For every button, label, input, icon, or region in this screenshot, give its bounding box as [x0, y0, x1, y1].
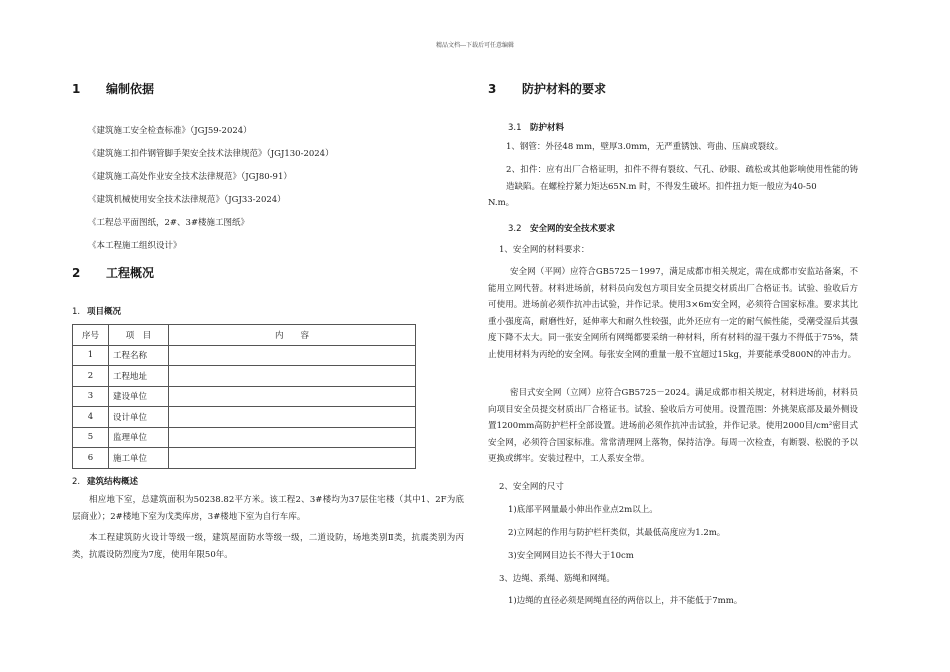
table-cell	[169, 345, 416, 366]
rope-heading: 3、边绳、系绳、筋绳和网绳。	[499, 574, 615, 584]
reference-item: 《建筑施工安全检查标准》（JGJ59-2024）	[88, 126, 252, 136]
table-cell: 施工单位	[109, 448, 169, 469]
reference-item: 《工程总平面图纸，2#、3#楼施工图纸》	[88, 218, 250, 228]
subsection-number: 2.	[72, 477, 81, 487]
table-cell	[169, 386, 416, 407]
table-row	[73, 448, 416, 469]
flat-net-paragraph: 安全网（平网）应符合GB5725－1997，满足成都市相关规定，需在成都市安监站备案，不能用立网代替。材料进场前，材料员向发包方项目安全员提交材质出厂合格证书。试验、验收后方可使用。进场前必须作抗冲击试验，并作记录。使用3×6m安全网，必须符合国家标准。要求其比重小强度高，耐磨性好，延伸率大和耐久性较强，此外还应有一定的耐气候性能，受潮受湿后其强度下降不太大。同一张安全网所有网绳都要采纳一种材料，所有材料的湿干强力不得低于75%，禁止使用材料为丙纶的安全网。每张安全网的重量一般不宜超过15kg，并要能承受800N的冲击力。	[488, 267, 858, 360]
table-row	[73, 407, 416, 428]
table-row	[73, 345, 416, 366]
fastener-paragraph-end: N.m。	[488, 198, 515, 208]
subsection-title: 安全网的安全技术要求	[530, 224, 616, 234]
section-1-heading	[72, 80, 154, 97]
table-cell	[169, 366, 416, 387]
steel-pipe-paragraph: 1、钢管：外径48 mm，壁厚3.0mm，无严重锈蚀、弯曲、压扁或裂纹。	[506, 142, 784, 152]
reference-item: 《建筑施工高处作业安全技术法律规范》（JGJ80-91）	[88, 172, 292, 182]
subsection-number: 3.1	[508, 123, 522, 133]
subsection-title: 项目概况	[87, 307, 122, 317]
dense-net-paragraph: 密目式安全网（立网）应符合GB5725－2024。满足成都市相关规定，材料进场前，材料员向项目安全员提交材质出厂合格证书。试验、验收后方可使用。设置范围：外挑架底部及最外侧设置1200mm高防护栏杆全部设置。进场前必须作抗冲击试验，并作记录。使用2000目/cm²密目式安全网，必须符合国家标准。常常清理网上落物，保持洁净。每周一次检查，有断裂、松脱的予以更换或绑牢。安装过程中，工人系安全带。	[488, 388, 858, 464]
table-header-cell: 项 目	[109, 325, 169, 346]
table-header-row	[73, 325, 416, 346]
section-2-title: 工程概况	[106, 266, 155, 280]
subsection-number: 1.	[72, 307, 81, 317]
table-row	[73, 386, 416, 407]
section-3-title: 防护材料的要求	[522, 82, 607, 96]
reference-item: 《本工程施工组织设计》	[88, 241, 182, 251]
table-cell: 工程地址	[109, 366, 169, 387]
table-header-cell: 内 容	[169, 325, 416, 346]
subsection-title: 防护材料	[530, 123, 565, 133]
table-cell: 设计单位	[109, 407, 169, 428]
table-cell: 6	[73, 448, 109, 469]
subsection-project-overview	[72, 305, 121, 317]
table-cell	[169, 427, 416, 448]
structure-paragraph-1: 相应地下室，总建筑面积为50238.82平方米。该工程2、3#楼均为37层住宅楼（其中1、2F为底层商业）；2#楼地下室为戊类库房，3#楼地下室为自行车库。	[72, 495, 464, 522]
rope-item: 1)边绳的直径必须是网绳直径的两倍以上，并不能低于7mm。	[508, 596, 743, 606]
net-size-item: 1)底部平网量最小伸出作业点2m以上。	[508, 505, 658, 515]
subsection-structure-overview	[72, 475, 138, 487]
table-row	[73, 427, 416, 448]
section-2-heading	[72, 264, 154, 281]
net-material-heading: 1、安全网的材料要求：	[499, 245, 590, 255]
table-cell: 工程名称	[109, 345, 169, 366]
section-1-number: 1	[72, 82, 81, 96]
subsection-safety-net	[508, 222, 615, 234]
subsection-title: 建筑结构概述	[87, 477, 139, 487]
table-cell: 1	[73, 345, 109, 366]
net-size-item: 2)立网起的作用与防护栏杆类似，其最低高度应为1.2m。	[508, 528, 726, 538]
section-1-title: 编制依据	[106, 82, 155, 96]
reference-item: 《建筑机械使用安全技术法律规范》（JGJ33-2024）	[88, 195, 286, 205]
table-cell	[169, 407, 416, 428]
structure-paragraph-2: 本工程建筑防火设计等级一级，建筑屋面防水等级一级，二道设防，场地类别Ⅱ类，抗震类别为丙类，抗震设防烈度为7度，使用年限50年。	[72, 533, 464, 560]
table-cell: 2	[73, 366, 109, 387]
table-row	[73, 366, 416, 387]
subsection-number: 3.2	[508, 224, 522, 234]
reference-item: 《建筑施工扣件钢管脚手架安全技术法律规范》（JGJ130-2024）	[88, 149, 334, 159]
table-cell: 3	[73, 386, 109, 407]
section-3-number: 3	[488, 82, 497, 96]
section-3-heading	[488, 80, 606, 97]
table-cell	[169, 448, 416, 469]
net-size-heading: 2、安全网的尺寸	[499, 482, 564, 492]
fastener-paragraph: 2、扣件：应有出厂合格证明，扣件不得有裂纹、气孔、砂眼、疏松或其他影响使用性能的铸造缺陷。在螺栓拧紧力矩达65N.m 时，不得发生破坏。扣件扭力矩一般应为40-50	[506, 165, 858, 192]
table-cell: 4	[73, 407, 109, 428]
table-cell: 监理单位	[109, 427, 169, 448]
section-2-number: 2	[72, 266, 81, 280]
subsection-protective-materials	[508, 121, 564, 133]
table-cell: 建设单位	[109, 386, 169, 407]
header-note: 精品文档---下载后可任意编辑	[435, 42, 515, 49]
table-header-cell: 序号	[73, 325, 109, 346]
net-size-item: 3)安全网网目边长不得大于10cm	[508, 551, 634, 561]
table-cell: 5	[73, 427, 109, 448]
project-overview-table	[72, 324, 416, 469]
